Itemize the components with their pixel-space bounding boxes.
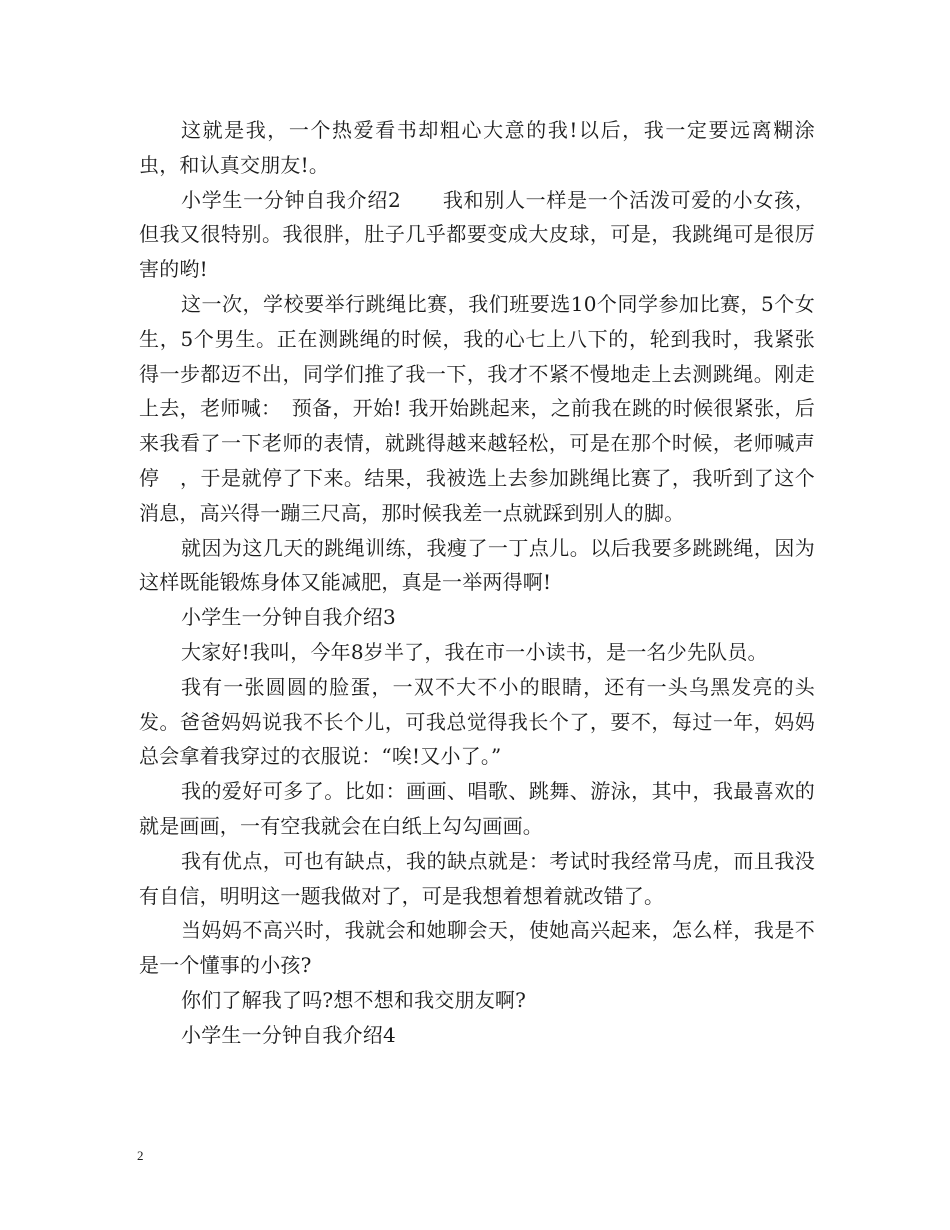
paragraph: 这就是我，一个热爱看书却粗心大意的我!以后，我一定要远离糊涂虫，和认真交朋友!。 bbox=[139, 118, 815, 177]
section-heading: 小学生一分钟自我介绍4 bbox=[181, 1022, 396, 1047]
paragraph: 我有优点，可也有缺点，我的缺点就是：考试时我经常马虎，而且我没有自信，明明这一题我做对了，可是我想着想着就改错了。 bbox=[139, 848, 815, 908]
paragraph: 我的爱好可多了。比如：画画、唱歌、跳舞、游泳，其中，我最喜欢的就是画画，一有空我就会在白纸上勾勾画画。 bbox=[139, 779, 815, 838]
paragraph: 大家好!我叫，今年8岁半了，我在市一小读书，是一名少先队员。 bbox=[181, 639, 768, 664]
paragraph: 当妈妈不高兴时，我就会和她聊会天，使她高兴起来，怎么样，我是不是一个懂事的小孩? bbox=[139, 918, 815, 978]
paragraph: 就因为这几天的跳绳训练，我瘦了一丁点儿。以后我要多跳跳绳，因为这样既能锻炼身体又能减肥，真是一举两得啊! bbox=[139, 535, 815, 595]
paragraph: 这一次，学校要举行跳绳比赛，我们班要选10个同学参加比赛，5个女生，5个男生。正在测跳绳的时候，我的心七上八下的，轮到我时，我紧张得一步都迈不出，同学们推了我一下，我才不紧不慢地走上去测跳绳。刚走上去，老师喊： 预备，开始! 我开始跳起来，之前我在跳的时候很紧张，后来我看了一下老师的表情，就跳得越来越轻松，可是在那个时候，老师喊声 停 ，于是就停了下来。结果，我被选上去参加跳绳比赛了，我听到了这个消息，高兴得一蹦三尺高，那时候我差一点就踩到别人的脚。 bbox=[139, 291, 836, 525]
paragraph: 我有一张圆圆的脸蛋，一双不大不小的眼睛，还有一头乌黑发亮的头发。爸爸妈妈说我不长个儿，可我总觉得我长个了，要不，每过一年，妈妈总会拿着我穿过的衣服说：“唉!又小了。” bbox=[139, 674, 815, 769]
paragraph: 你们了解我了吗?想不想和我交朋友啊? bbox=[181, 987, 527, 1012]
paragraph: 小学生一分钟自我介绍2 我和别人一样是一个活泼可爱的小女孩，但我又很特别。我很胖，肚子几乎都要变成大皮球，可是，我跳绳可是很厉害的哟! bbox=[139, 187, 815, 282]
document-body bbox=[139, 113, 836, 1053]
page-number: 2 bbox=[137, 1148, 144, 1163]
section-heading: 小学生一分钟自我介绍3 bbox=[181, 605, 396, 630]
